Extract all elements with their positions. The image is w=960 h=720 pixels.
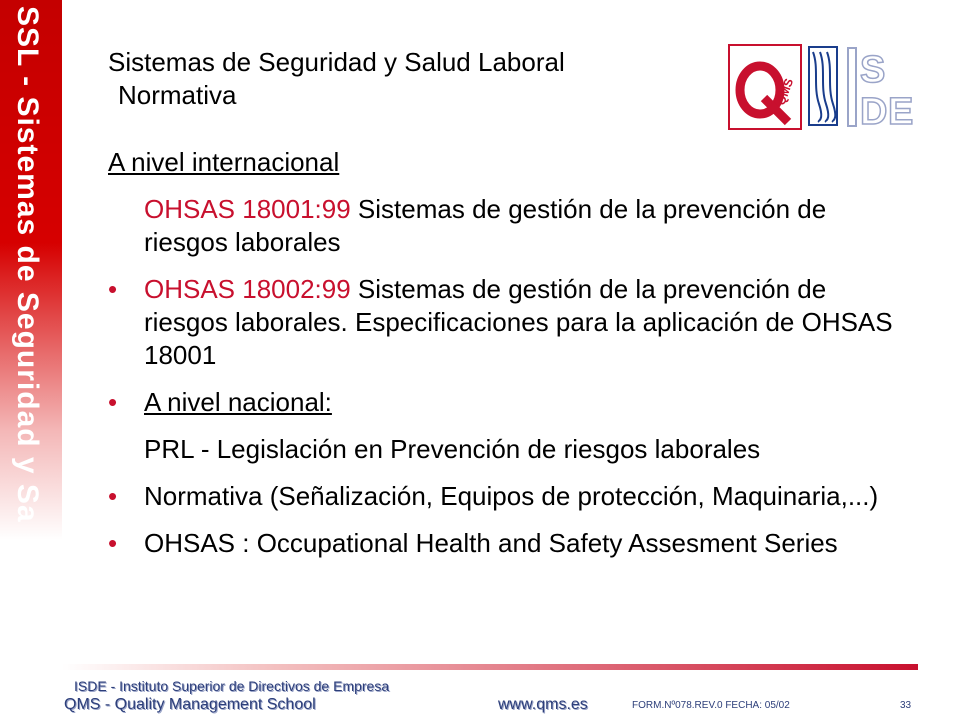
list-item-ohsas-definition: [108, 527, 908, 560]
footer-form-info: FORM.Nº078.REV.0 FECHA: 05/02: [632, 700, 790, 711]
svg-text:S: S: [860, 49, 886, 91]
ohsas-definition-text: OHSAS : Occupational Health and Safety Assesment Series: [144, 528, 838, 558]
list-item-national: [108, 386, 908, 419]
section-international-label: A nivel internacional: [108, 147, 340, 177]
title-line-1: Sistemas de Seguridad y Salud Laboral: [108, 47, 565, 77]
list-item-normativa: [108, 480, 908, 513]
logo-group: [728, 44, 918, 130]
ohsas-18001-code: OHSAS 18001:99: [144, 194, 351, 224]
sidebar-banner: [0, 0, 62, 540]
page-number: 33: [900, 700, 912, 711]
bullet-icon: •: [108, 528, 118, 558]
footer-isde: ISDE - Instituto Superior de Directivos de Empresa: [74, 678, 390, 694]
national-label: A nivel nacional:: [144, 387, 332, 417]
svg-text:E: E: [888, 91, 914, 130]
isde-logo: [844, 44, 918, 130]
bullet-icon: •: [108, 387, 118, 417]
list-item-ohsas-18002: [108, 273, 908, 372]
ohsas-18002-code: OHSAS 18002:99: [144, 274, 351, 304]
footer-url-link[interactable]: www.qms.es: [498, 696, 588, 713]
prl-text: PRL - Legislación en Prevención de riesgos laborales: [144, 434, 761, 464]
normativa-text: Normativa (Señalización, Equipos de protección, Maquinaria,...): [144, 481, 879, 511]
list-item-ohsas-18001: [108, 193, 908, 259]
sidebar-title: SSL - Sistemas de Seguridad y Sa: [11, 6, 44, 523]
slide-title: [108, 46, 565, 112]
bullet-icon: •: [108, 274, 118, 304]
wave-logo: [808, 46, 838, 126]
ohsas-18001-text: Sistemas de gestión de la prevención de riesgos laborales: [144, 194, 827, 257]
svg-text:QMS: QMS: [773, 76, 797, 108]
bullet-icon: •: [108, 481, 118, 511]
ohsas-18002-text: Sistemas de gestión de la prevención de riesgos laborales. Especificaciones para la aplicación de OHSAS 18001: [144, 274, 893, 370]
footer-qms: QMS - Quality Management School: [64, 696, 316, 713]
title-line-2: Normativa: [118, 80, 237, 110]
section-international: [108, 146, 908, 179]
slide-body: [108, 146, 908, 574]
qms-logo: [728, 44, 802, 130]
list-item-prl: [108, 433, 908, 466]
svg-text:D: D: [860, 91, 888, 130]
footer-divider: [62, 664, 918, 670]
